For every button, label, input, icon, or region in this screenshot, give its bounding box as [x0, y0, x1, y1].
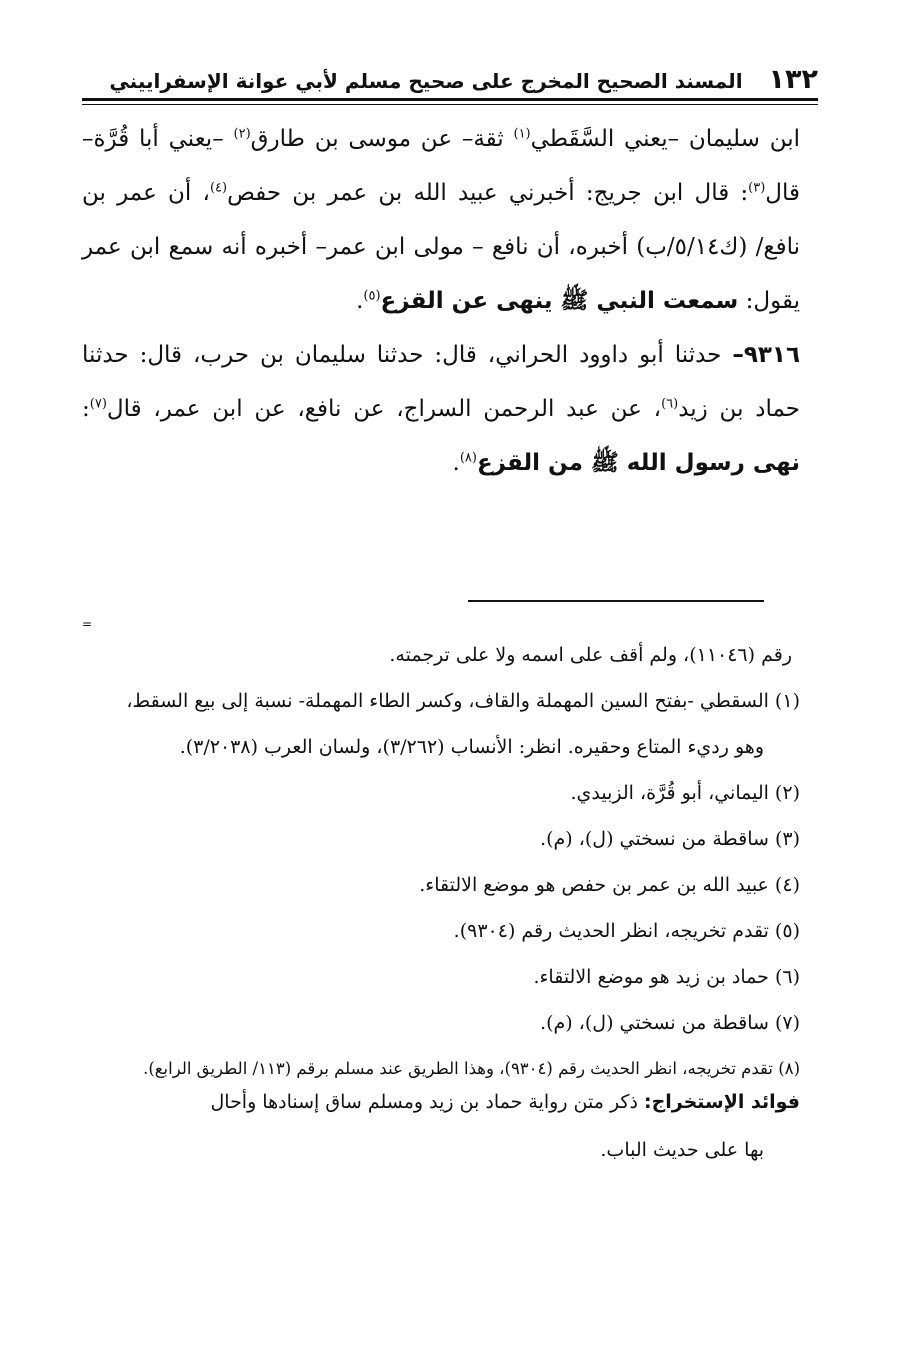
footnote-ref: (٦)	[661, 396, 679, 412]
footnote-8: (٨) تقدم تخريجه، انظر الحديث رقم (٩٣٠٤)، وهذا الطريق عند مسلم برقم (١١٣/ الطريق الرابع).	[143, 1059, 800, 1078]
footnote-ref: (٥)	[363, 288, 381, 304]
footnote-1: (١) السقطي -بفتح السين المهملة والقاف، وكسر الطاء المهملة- نسبة إلى بيع السقط،	[126, 690, 800, 712]
footnote-ref: (٨)	[459, 450, 477, 466]
header-rule-thin	[82, 104, 818, 105]
extraction-benefits	[82, 1078, 800, 1174]
header-rule	[82, 98, 818, 101]
footnote-2: (٢) اليماني، أبو قُرَّة، الزبيدي.	[570, 782, 800, 804]
footnote-7: (٧) ساقطة من نسختي (ل)، (م).	[540, 1012, 800, 1034]
book-title: المسند الصحيح المخرج على صحيح مسلم لأبي عوانة الإسفراييني	[109, 69, 743, 93]
hadith-number: ٩٣١٦–	[732, 342, 800, 368]
page-number: ١٣٢	[768, 64, 818, 95]
footnote-ref: (٣)	[748, 180, 766, 196]
footnote-5: (٥) تقدم تخريجه، انظر الحديث رقم (٩٣٠٤).	[453, 920, 800, 942]
running-head	[82, 62, 818, 96]
footnote-continuation: رقم (١١٠٤٦)، ولم أقف على اسمه ولا على ترجمته.	[389, 644, 792, 666]
continuation-mark: =	[82, 617, 93, 631]
footnote-1-continued: وهو رديء المتاع وحقيره. انظر: الأنساب (٣/٢٦٢)، ولسان العرب (٣/٢٠٣٨).	[179, 736, 764, 758]
footnote-6: (٦) حماد بن زيد هو موضع الالتقاء.	[533, 966, 800, 988]
hadith-paragraph: ٩٣١٦– حدثنا أبو داوود الحراني، قال: حدثنا سليمان بن حرب، قال: حدثنا حماد بن زيد$^{(٦)}$، عن عبد الرحمن السراج، عن نافع، عن ابن عمر، قال$^{(٧)}$: نهى رسول الله ﷺ من القزع$^{(٨)}$.	[82, 342, 800, 476]
benefits-label: فوائد الإستخراج:	[643, 1091, 800, 1113]
benefits-text: ذكر متن رواية حماد بن زيد ومسلم ساق إسنادها وأحال	[210, 1091, 644, 1113]
hadith-matn: سمعت النبي ﷺ ينهى عن القزع	[380, 288, 739, 314]
footnote-separator	[468, 600, 764, 602]
main-text	[82, 112, 800, 490]
benefits-text-continued: بها على حديث الباب.	[600, 1139, 764, 1161]
footnote-3: (٣) ساقطة من نسختي (ل)، (م).	[540, 828, 800, 850]
footnotes	[82, 632, 800, 1092]
hadith-paragraph: ابن سليمان –يعني السَّقَطي$^{(١)}$ ثقة– عن موسى بن طارق$^{(٢)}$ –يعني أبا قُرَّة– قال$^{(٣)}$: قال ابن جريج: أخبرني عبيد الله بن عمر بن حفص$^{(٤)}$، أن عمر بن نافع/ (ك٥/١٤/ب) أخبره، أن نافع – مولى ابن عمر– أخبره أنه سمع ابن عمر يقول: سمعت النبي ﷺ ينهى عن القزع$^{(٥)}$.	[82, 126, 801, 314]
footnote-ref: (١)	[513, 126, 531, 142]
footnote-4: (٤) عبيد الله بن عمر بن حفص هو موضع الالتقاء.	[419, 874, 800, 896]
footnote-ref: (٤)	[209, 180, 228, 196]
hadith-matn: نهى رسول الله ﷺ من القزع	[476, 450, 800, 476]
footnote-ref: (٢)	[233, 126, 251, 142]
footnote-ref: (٧)	[89, 396, 107, 412]
